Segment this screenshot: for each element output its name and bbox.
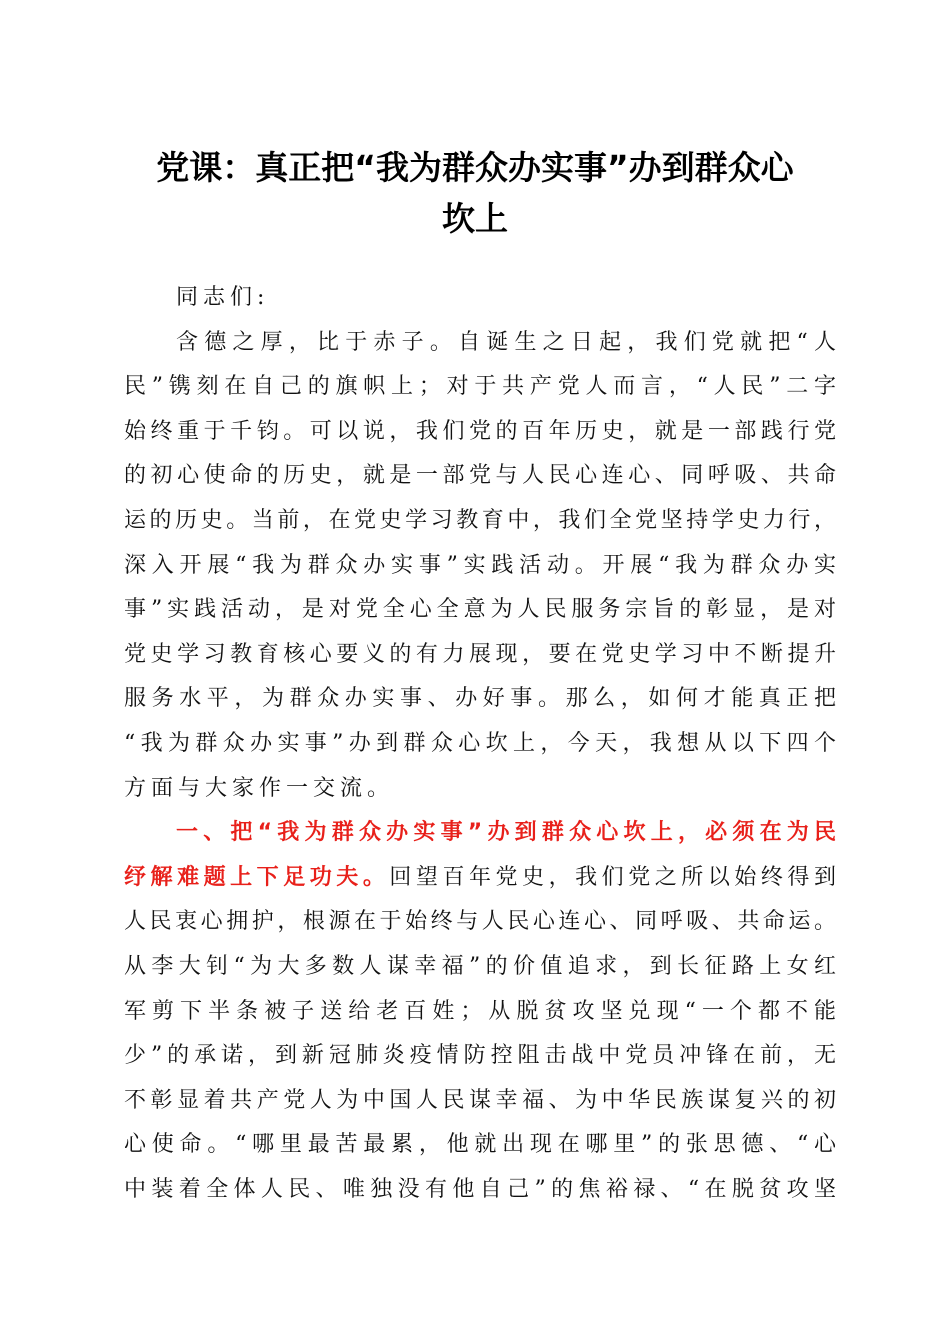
paragraph-text: 回望百年党史，我们党之所以始终得到: [389, 864, 836, 890]
paragraph-line: [124, 856, 836, 901]
document-title-line-1: 党课：真正把“我为群众办实事”办到群众心: [156, 148, 794, 187]
paragraph-line: 方面与大家作一交流。: [124, 775, 395, 801]
paragraph-line: 少”的承诺，到新冠肺炎疫情防控阻击战中党员冲锋在前，无: [124, 1043, 836, 1069]
paragraph-line: 党史学习教育核心要义的有力展现，要在党史学习中不断提升: [124, 641, 836, 667]
paragraph-line: 不彰显着共产党人为中国人民谋幸福、为中华民族谋复兴的初: [124, 1087, 836, 1113]
paragraph-line: 心使命。“哪里最苦最累，他就出现在哪里”的张思德、“心: [124, 1132, 836, 1158]
section-heading: 一、把“我为群众办实事”办到群众心坎上，必须在为民: [176, 820, 836, 846]
paragraph-line: 从李大钊“为大多数人谋幸福”的价值追求，到长征路上女红: [124, 953, 836, 979]
paragraph-line: 中装着全体人民、唯独没有他自己”的焦裕禄、“在脱贫攻坚: [124, 1176, 836, 1202]
salutation: 同志们:: [176, 285, 270, 310]
paragraph-line: 含德之厚，比于赤子。自诞生之日起，我们党就把“人: [176, 329, 836, 355]
paragraph-line: 始终重于千钧。可以说，我们党的百年历史，就是一部践行党: [124, 418, 836, 444]
document-title-line-2: 坎上: [442, 199, 508, 238]
section-heading-end: 纾解难题上下足功夫。: [124, 864, 390, 890]
paragraph-line: 运的历史。当前，在党史学习教育中，我们全党坚持学史力行，: [124, 507, 836, 533]
document-body: [124, 276, 836, 1212]
paragraph-line: “我为群众办实事”办到群众心坎上，今天，我想从以下四个: [124, 730, 836, 756]
paragraph-line: 深入开展“我为群众办实事”实践活动。开展“我为群众办实: [124, 552, 836, 578]
paragraph-line: 军剪下半条被子送给老百姓；从脱贫攻坚兑现“一个都不能: [124, 998, 836, 1024]
paragraph-line: 服务水平，为群众办实事、办好事。那么，如何才能真正把: [124, 686, 836, 712]
paragraph-line: 事”实践活动，是对党全心全意为人民服务宗旨的彰显，是对: [124, 597, 836, 623]
paragraph-line: 民”镌刻在自己的旗帜上；对于共产党人而言，“人民”二字: [124, 374, 836, 400]
paragraph-line: 人民衷心拥护，根源在于始终与人民心连心、同呼吸、共命运。: [124, 909, 836, 935]
paragraph-line: 的初心使命的历史，就是一部党与人民心连心、同呼吸、共命: [124, 463, 836, 489]
